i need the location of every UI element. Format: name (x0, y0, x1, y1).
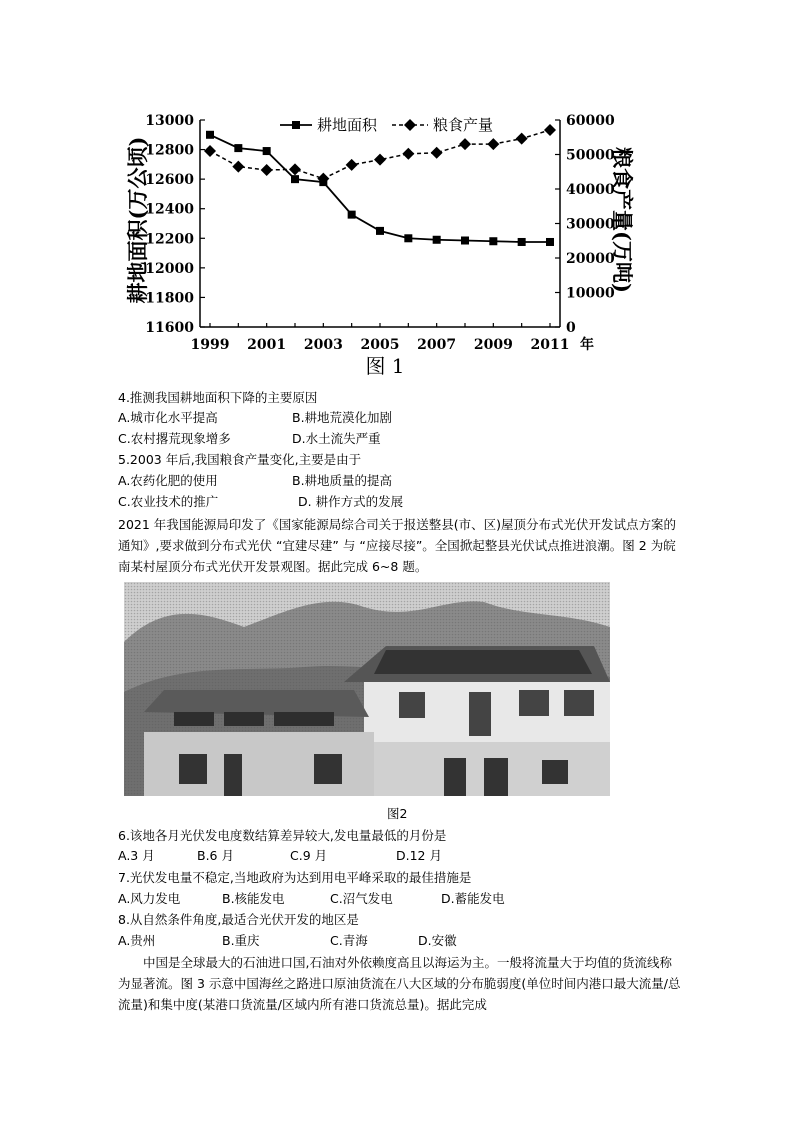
legend-diamond-marker (404, 119, 416, 131)
right-tick-label: 20000 (566, 251, 615, 267)
point-series-1 (433, 236, 441, 244)
left-tick-label: 11600 (145, 320, 194, 336)
q6-option-c: C.9 月 (290, 848, 328, 863)
question-7-stem: 7.光伏发电量不稳定,当地政府为达到用电平峰采取的最佳措施是 (118, 870, 472, 885)
question-4-stem: 4.推测我国耕地面积下降的主要原因 (118, 390, 318, 405)
point-series-2 (459, 138, 471, 150)
series-layer (204, 124, 556, 246)
q5-option-a: A.农药化肥的使用 (118, 473, 218, 488)
point-series-1 (263, 147, 271, 155)
q4-option-d: D.水土流失严重 (292, 431, 381, 446)
series-line-1 (210, 135, 550, 242)
point-series-2 (544, 124, 556, 136)
point-series-2 (374, 154, 386, 166)
point-series-1 (489, 237, 497, 245)
left-tick-labels (145, 113, 205, 336)
figure2-caption: 图2 (387, 806, 408, 821)
q6-option-b: B.6 月 (197, 848, 234, 863)
x-tick-label: 2009 (473, 337, 513, 353)
point-series-2 (431, 147, 443, 159)
point-series-2 (204, 145, 216, 157)
point-series-2 (402, 148, 414, 160)
left-tick-label: 12600 (145, 172, 194, 189)
legend-square-marker (292, 121, 300, 129)
y-axis-title-left: 耕地面积(万公顷) (125, 136, 150, 304)
left-tick-label: 13000 (145, 113, 194, 129)
x-axis-unit: 年 (580, 337, 594, 353)
point-series-1 (206, 131, 214, 139)
left-tick-label: 12200 (145, 231, 194, 248)
point-series-2 (317, 173, 329, 185)
point-series-1 (291, 175, 299, 183)
q5-option-c: C.农业技术的推广 (118, 494, 219, 509)
q4-option-b: B.耕地荒漠化加剧 (292, 410, 393, 425)
legend-series-1: 耕地面积 (317, 116, 378, 134)
q4-option-a: A.城市化水平提高 (118, 410, 218, 425)
q8-option-a: A.贵州 (118, 933, 156, 948)
figure2-rooftop-pv-photo (124, 582, 610, 796)
x-tick-label: 2007 (417, 337, 457, 353)
point-series-1 (546, 238, 554, 246)
point-series-1 (234, 144, 242, 152)
legend-series-2: 粮食产量 (433, 116, 494, 134)
figure1-line-chart (110, 105, 635, 390)
left-tick-label: 12800 (145, 142, 194, 159)
right-tick-labels (555, 113, 615, 336)
q5-option-b: B.耕地质量的提高 (292, 473, 393, 488)
point-series-2 (487, 138, 499, 150)
right-tick-label: 10000 (566, 285, 615, 302)
x-tick-label: 2003 (303, 337, 343, 353)
x-tick-label: 1999 (190, 337, 230, 353)
x-tick-label: 2011 (530, 337, 570, 353)
left-tick-label: 12400 (145, 201, 194, 218)
point-series-2 (346, 159, 358, 171)
question-8-stem: 8.从自然条件角度,最适合光伏开发的地区是 (118, 912, 359, 927)
right-tick-label: 0 (566, 320, 576, 336)
point-series-1 (348, 211, 356, 219)
point-series-2 (289, 163, 301, 175)
left-tick-label: 11800 (145, 290, 194, 307)
point-series-1 (404, 234, 412, 242)
q4-option-c: C.农村撂荒现象增多 (118, 431, 231, 446)
q8-option-b: B.重庆 (222, 933, 260, 948)
right-tick-label: 30000 (566, 216, 615, 233)
point-series-1 (518, 238, 526, 246)
q7-option-b: B.核能发电 (222, 891, 285, 906)
question-6-stem: 6.该地各月光伏发电度数结算差异较大,发电量最低的月份是 (118, 828, 447, 843)
right-tick-label: 60000 (566, 113, 615, 129)
chart-legend (280, 116, 493, 134)
right-tick-label: 50000 (566, 147, 615, 164)
q7-option-d: D.蓄能发电 (441, 891, 505, 906)
point-series-2 (261, 164, 273, 176)
x-tick-label: 2001 (247, 337, 287, 353)
chart-axes (200, 120, 560, 327)
left-tick-label: 12000 (145, 260, 194, 277)
y-axis-title-right: 粮食产量(万吨) (610, 147, 635, 293)
question-5-stem: 5.2003 年后,我国粮食产量变化,主要是由于 (118, 452, 362, 467)
x-tick-label: 2005 (360, 337, 400, 353)
point-series-2 (516, 133, 528, 145)
q8-option-c: C.青海 (330, 933, 368, 948)
intro-paragraph-6-8: 2021 年我国能源局印发了《国家能源局综合司关于报送整县(市、区)屋顶分布式光伏开发试点方案的通知》,要求做到分布式光伏 “宜建尽建” 与 “应接尽接”。全国掀起整县光伏试点推进浪潮。图 2 为皖南某村屋顶分布式光伏开发景观图。据此完成 6~8 题。 (118, 517, 677, 574)
intro-paragraph-next: 中国是全球最大的石油进口国,石油对外依赖度高且以海运为主。一般将流量大于均值的货流线称为显著流。图 3 示意中国海丝之路进口原油货流在八大区域的分布脆弱度(单位时间内港口最大流量/总流量)和集中度(某港口货流量/区域内所有港口货流总量)。据此完成 (118, 955, 681, 1012)
q7-option-c: C.沼气发电 (330, 891, 393, 906)
figure1-caption: 图 1 (365, 354, 405, 378)
q5-option-d: D. 耕作方式的发展 (298, 494, 404, 509)
point-series-2 (232, 161, 244, 173)
point-series-1 (461, 237, 469, 245)
point-series-1 (376, 227, 384, 235)
q6-option-d: D.12 月 (396, 848, 442, 863)
q7-option-a: A.风力发电 (118, 891, 181, 906)
right-tick-label: 40000 (566, 182, 615, 198)
q6-option-a: A.3 月 (118, 848, 155, 863)
q8-option-d: D.安徽 (418, 933, 457, 948)
